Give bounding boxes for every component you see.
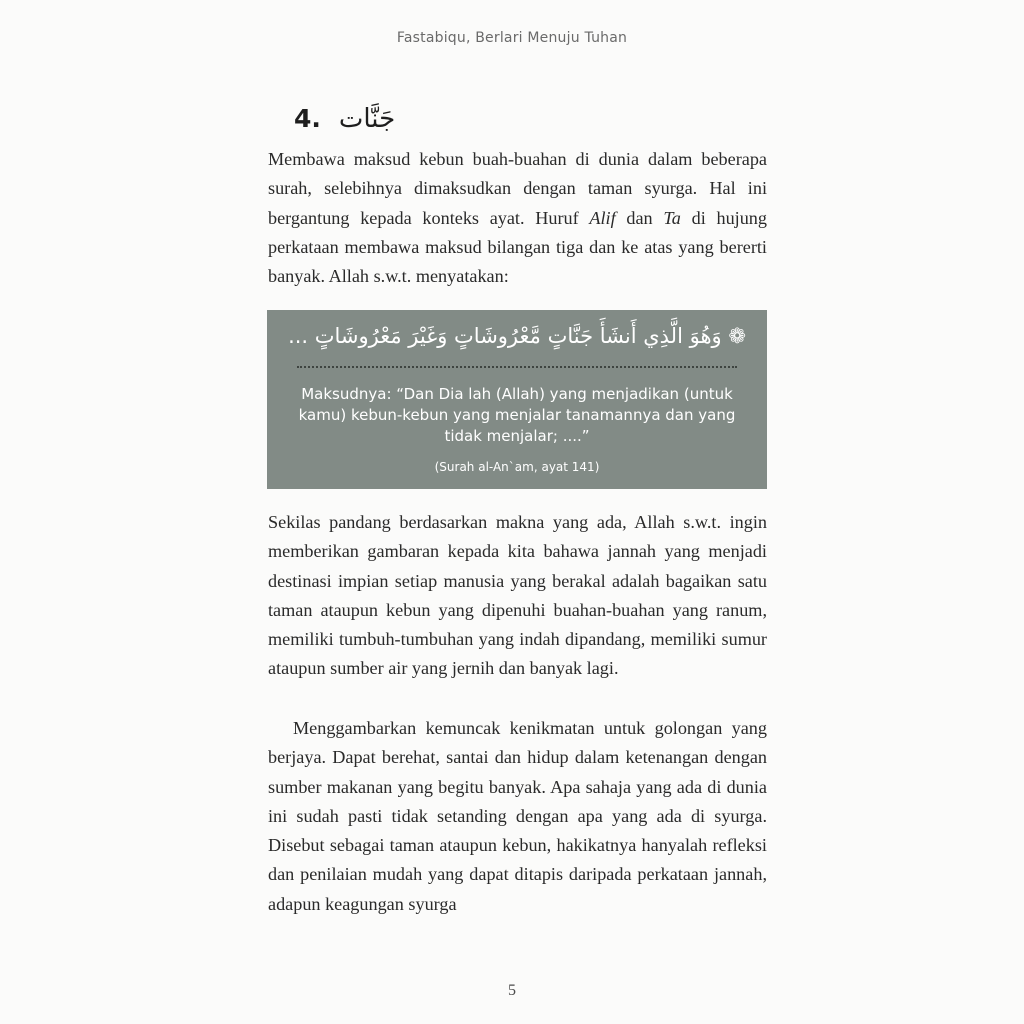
term-ta: Ta [663, 207, 681, 228]
quote-source: (Surah al-An`am, ayat 141) [434, 460, 600, 474]
paragraph-intro [268, 145, 767, 291]
paragraph-explanation: Sekilas pandang berdasarkan makna yang ada, Allah s.w.t. ingin memberikan gambaran kepada kita bahawa jannah yang menjadi destinasi impian setiap manusia yang berakal adalah bagaikan satu taman ataupun kebun yang dipenuhi buahan-buahan yang ranum, memiliki tumbuh-tumbuhan yang indah dipandang, memiliki sumur ataupun sumber air yang jernih dan banyak lagi. [268, 512, 767, 679]
term-alif: Alif [589, 207, 616, 228]
paragraph-continuation: Menggambarkan kemuncak kenikmatan untuk golongan yang berjaya. Dapat berehat, santai dan hidup dalam ketenangan dengan sumber makanan yang begitu banyak. Apa sahaja yang ada di dunia ini sudah pasti tidak setanding dengan apa yang ada di syurga. Disebut sebagai taman ataupun kebun, hakikatnya hanyalah refleksi dan penilaian mudah yang dapat ditapis daripada perkataan jannah, adapun keagungan syurga [268, 718, 767, 914]
quote-divider [297, 366, 737, 368]
running-header: Fastabiqu, Berlari Menuju Tuhan [396, 30, 628, 46]
paragraph-intro-text-1: Membawa maksud kebun buah-buahan di dunia dalam beberapa surah, selebihnya dimaksudkan dengan taman syurga. Hal ini bergantung kepada konteks ayat. Huruf [268, 149, 767, 228]
page-number: 5 [508, 982, 516, 999]
section-heading [294, 104, 395, 134]
quote-translation: Maksudnya: “Dan Dia lah (Allah) yang menjadikan (untuk kamu) kebun-kebun yang menjalar tanamannya dan yang tidak menjalar; ....” [298, 385, 736, 445]
section-arabic-term: جَنَّات [338, 104, 396, 134]
quote-arabic-verse: ❁ وَهُوَ الَّذِي أَنشَأَ جَنَّاتٍ مَّعْرُوشَاتٍ وَغَيْرَ مَعْرُوشَاتٍ ... [288, 324, 746, 348]
paragraph-intro-text-2: dan [615, 207, 664, 228]
paragraph-intro-text-3: di hujung perkataan membawa maksud bilangan tiga dan ke atas yang bererti banyak. Allah s.w.t. menyatakan: [268, 207, 767, 287]
section-number: 4. [294, 104, 321, 133]
quran-quote-box [267, 310, 767, 489]
